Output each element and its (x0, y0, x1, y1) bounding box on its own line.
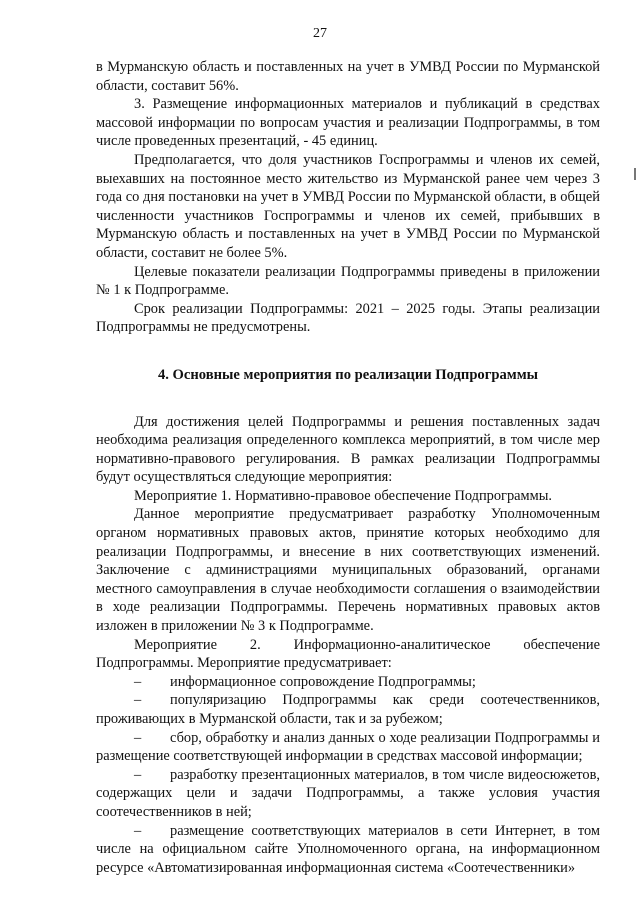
list-item-text: информационное сопровождение Подпрограммы; (170, 673, 476, 690)
paragraph: Для достижения целей Подпрограммы и решения поставленных задач необходима реализация определенного комплекса мероприятий, в том числе мер нормативно-правового регулирования. В рамках реализации Подпрограммы будут осуществляться следующие мероприятия: (96, 413, 600, 486)
paragraph: Мероприятие 1. Нормативно-правовое обеспечение Подпрограммы. (134, 487, 553, 504)
section-heading: 4. Основные мероприятия по реализации Подпрограммы (157, 366, 539, 383)
paragraph: 3. Размещение информационных материалов и публикаций в средствах массовой информации по вопросам участия и реализации Подпрограммы, в том числе проведенных презентаций, - 45 единиц. (96, 96, 600, 150)
paragraph: Предполагается, что доля участников Госпрограммы и членов их семей, выехавших на постоянное место жительство из Мурманской ранее чем через 3 года со дня постановки на учет в УМВД России по Мурманской области, в общей численности участников Госпрограммы и членов их семей, прибывших в Мурманскую область и поставленных на учет в УМВД России по Мурманской области, составит не более 5%. (96, 151, 600, 261)
paragraph: Данное мероприятие предусматривает разработку Уполномоченным органом нормативных правовых актов, принятие которых необходимо для реализации Подпрограммы, и внесение в них соответствующих изменений. Заключение с администрациями муниципальных образований, органами местного самоуправления в случае необходимости соглашения о взаимодействии в ходе реализации Подпрограммы. Перечень нормативных правовых актов изложен в приложении № 3 к Подпрограмме. (96, 506, 600, 635)
scan-edge-mark (634, 168, 636, 180)
list-dash: – (134, 673, 142, 690)
section-paragraphs (96, 413, 600, 673)
list-item (96, 822, 600, 878)
paragraph: Целевые показатели реализации Подпрограммы приведены в приложении № 1 к Подпрограмме. (96, 263, 600, 299)
list-dash: – (134, 692, 142, 709)
list-dash: – (134, 766, 142, 783)
page-content (96, 58, 600, 877)
list-item-text: размещение соответствующих материалов в сети Интернет, в том числе на официальном сайте Уполномоченного органа, на информационном ресурсе «Автоматизированная информационная система «Соотечественники» (96, 822, 600, 876)
page-number: 27 (313, 26, 327, 41)
list-item-text: популяризацию Подпрограммы как среди соотечественников, проживающих в Мурманской области, так и за рубежом; (96, 692, 600, 727)
list-item-text: разработку презентационных материалов, в том числе видеосюжетов, содержащих цели и задачи Подпрограммы, а также условия участия соотечественников в ней; (96, 766, 600, 820)
list-item (96, 729, 600, 766)
list-item (96, 691, 600, 728)
paragraph: Срок реализации Подпрограммы: 2021 – 2025 годы. Этапы реализации Подпрограммы не предусмотрены. (96, 300, 600, 336)
list-item (96, 766, 600, 822)
dash-list (96, 673, 600, 878)
paragraph: Мероприятие 2. Информационно-аналитическое обеспечение Подпрограммы. Мероприятие предусматривает: (96, 636, 600, 672)
list-item (96, 673, 600, 692)
paragraph: в Мурманскую область и поставленных на учет в УМВД России по Мурманской области, составит 56%. (96, 59, 600, 94)
list-dash: – (134, 729, 142, 746)
top-paragraphs (96, 58, 600, 337)
list-item-text: сбор, обработку и анализ данных о ходе реализации Подпрограммы и размещение соответствующей информации в средствах массовой информации; (96, 729, 600, 765)
list-dash: – (134, 822, 142, 839)
